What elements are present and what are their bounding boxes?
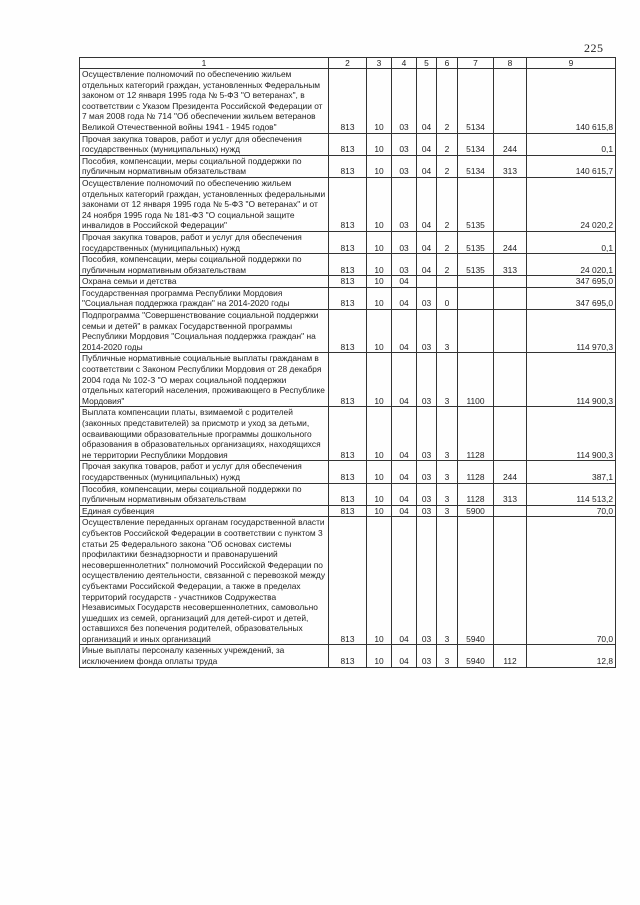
amount-cell: 114 970,3	[527, 310, 616, 353]
column-2-cell: 813	[329, 287, 367, 309]
column-4-cell: 04	[392, 310, 417, 353]
column-3-cell: 10	[367, 517, 392, 645]
table-row	[80, 69, 616, 134]
column-3-cell: 10	[367, 69, 392, 134]
column-8-cell	[494, 69, 527, 134]
column-5-cell: 04	[417, 69, 437, 134]
column-5-cell: 03	[417, 483, 437, 505]
column-2-cell: 813	[329, 645, 367, 667]
column-5-cell: 03	[417, 505, 437, 517]
column-8-cell	[494, 177, 527, 231]
amount-cell: 70,0	[527, 505, 616, 517]
row-description: Иные выплаты персоналу казенных учреждений, за исключением фонда оплаты труда	[80, 645, 329, 667]
column-5-cell	[417, 276, 437, 288]
column-2-cell: 813	[329, 133, 367, 155]
column-8-cell: 313	[494, 254, 527, 276]
column-5-cell: 03	[417, 287, 437, 309]
column-header: 9	[527, 58, 616, 69]
column-4-cell: 04	[392, 287, 417, 309]
table-row	[80, 254, 616, 276]
column-4-cell: 03	[392, 69, 417, 134]
column-6-cell: 3	[437, 461, 458, 483]
column-2-cell: 813	[329, 276, 367, 288]
column-4-cell: 03	[392, 231, 417, 253]
column-6-cell: 3	[437, 483, 458, 505]
column-header: 8	[494, 58, 527, 69]
column-6-cell: 2	[437, 69, 458, 134]
table-row	[80, 310, 616, 353]
column-2-cell: 813	[329, 231, 367, 253]
row-description: Охрана семьи и детства	[80, 276, 329, 288]
header-row	[80, 58, 616, 69]
column-3-cell: 10	[367, 505, 392, 517]
column-8-cell	[494, 310, 527, 353]
amount-cell: 387,1	[527, 461, 616, 483]
column-5-cell: 04	[417, 133, 437, 155]
column-6-cell: 2	[437, 231, 458, 253]
column-2-cell: 813	[329, 177, 367, 231]
column-3-cell: 10	[367, 287, 392, 309]
row-description: Осуществление полномочий по обеспечению жильем отдельных категорий граждан, установленных федеральными законами от 12 января 1995 года № 5-ФЗ "О ветеранах" и от 24 ноября 1995 года № 181-ФЗ "О социальной защите инвалидов в Российской Федерации"	[80, 177, 329, 231]
amount-cell: 347 695,0	[527, 287, 616, 309]
amount-cell: 114 900,3	[527, 407, 616, 461]
column-7-cell	[458, 276, 494, 288]
column-7-cell: 5135	[458, 231, 494, 253]
column-5-cell: 03	[417, 461, 437, 483]
column-5-cell: 04	[417, 155, 437, 177]
amount-cell: 12,8	[527, 645, 616, 667]
column-2-cell: 813	[329, 69, 367, 134]
column-3-cell: 10	[367, 177, 392, 231]
column-2-cell: 813	[329, 461, 367, 483]
column-4-cell: 04	[392, 517, 417, 645]
column-3-cell: 10	[367, 483, 392, 505]
column-4-cell: 03	[392, 133, 417, 155]
column-3-cell: 10	[367, 276, 392, 288]
table-row	[80, 645, 616, 667]
amount-cell: 114 900,3	[527, 353, 616, 407]
amount-cell: 24 020,2	[527, 177, 616, 231]
row-description: Государственная программа Республики Мордовия "Социальная поддержка граждан" на 2014-2020 годы	[80, 287, 329, 309]
column-8-cell: 313	[494, 155, 527, 177]
table-row	[80, 461, 616, 483]
column-3-cell: 10	[367, 310, 392, 353]
column-2-cell: 813	[329, 155, 367, 177]
column-7-cell	[458, 287, 494, 309]
column-7-cell: 1128	[458, 407, 494, 461]
column-4-cell: 04	[392, 645, 417, 667]
column-8-cell: 112	[494, 645, 527, 667]
column-3-cell: 10	[367, 461, 392, 483]
column-8-cell: 244	[494, 133, 527, 155]
column-4-cell: 03	[392, 177, 417, 231]
column-7-cell: 5134	[458, 69, 494, 134]
column-7-cell: 5135	[458, 254, 494, 276]
column-7-cell	[458, 310, 494, 353]
column-8-cell	[494, 517, 527, 645]
column-3-cell: 10	[367, 407, 392, 461]
column-6-cell: 3	[437, 517, 458, 645]
column-5-cell: 03	[417, 645, 437, 667]
column-6-cell: 3	[437, 407, 458, 461]
table-row	[80, 155, 616, 177]
column-5-cell: 03	[417, 407, 437, 461]
row-description: Прочая закупка товаров, работ и услуг для обеспечения государственных (муниципальных) нужд	[80, 133, 329, 155]
table-row	[80, 505, 616, 517]
column-6-cell: 2	[437, 133, 458, 155]
column-4-cell: 04	[392, 483, 417, 505]
table-row	[80, 287, 616, 309]
column-7-cell: 5900	[458, 505, 494, 517]
table-row	[80, 353, 616, 407]
row-description: Осуществление переданных органам государственной власти субъектов Российской Федерации в соответствии с пунктом 3 статьи 25 Федерального закона "Об основах системы профилактики безнадзорности и правонарушений несовершеннолетних" полномочий Российской Федерации по осуществлению деятельности, связанной с перевозкой между субъектами Российской Федерации, а также в пределах территорий государств - участников Содружества Независимых Государств несовершеннолетних, самовольно ушедших из семей, организаций для детей-сирот и детей, оставшихся без попечения родителей, образовательных организаций и иных организаций	[80, 517, 329, 645]
column-2-cell: 813	[329, 353, 367, 407]
column-4-cell: 04	[392, 505, 417, 517]
column-header: 5	[417, 58, 437, 69]
column-4-cell: 04	[392, 353, 417, 407]
column-header: 1	[80, 58, 329, 69]
row-description: Пособия, компенсации, меры социальной поддержки по публичным нормативным обязательствам	[80, 254, 329, 276]
column-8-cell: 313	[494, 483, 527, 505]
column-2-cell: 813	[329, 407, 367, 461]
amount-cell: 140 615,8	[527, 69, 616, 134]
column-5-cell: 04	[417, 254, 437, 276]
page-number: 225	[584, 41, 604, 55]
table-row	[80, 483, 616, 505]
row-description: Подпрограмма "Совершенствование социальной поддержки семьи и детей" в рамках Государственной программы Республики Мордовия "Социальная поддержка граждан" на 2014-2020 годы	[80, 310, 329, 353]
column-2-cell: 813	[329, 483, 367, 505]
table-row	[80, 133, 616, 155]
column-6-cell: 3	[437, 645, 458, 667]
column-3-cell: 10	[367, 353, 392, 407]
amount-cell: 0,1	[527, 133, 616, 155]
row-description: Осуществление полномочий по обеспечению жильем отдельных категорий граждан, установленных Федеральным законом от 12 января 1995 года № 5-ФЗ "О ветеранах", в соответствии с Указом Президента Российской Федерации от 7 мая 2008 года № 714 "Об обеспечении жильем ветеранов Великой Отечественной войны 1941 - 1945 годов"	[80, 69, 329, 134]
column-8-cell	[494, 505, 527, 517]
column-7-cell: 1100	[458, 353, 494, 407]
column-header: 4	[392, 58, 417, 69]
column-7-cell: 5135	[458, 177, 494, 231]
row-description: Прочая закупка товаров, работ и услуг для обеспечения государственных (муниципальных) нужд	[80, 461, 329, 483]
column-4-cell: 03	[392, 254, 417, 276]
column-7-cell: 5134	[458, 155, 494, 177]
column-6-cell: 2	[437, 155, 458, 177]
row-description: Выплата компенсации платы, взимаемой с родителей (законных представителей) за присмотр и уход за детьми, осваивающими образовательные программы дошкольного образования в образовательных организациях, находящихся не территории Республики Мордовия	[80, 407, 329, 461]
column-header: 3	[367, 58, 392, 69]
column-7-cell: 5940	[458, 517, 494, 645]
column-8-cell	[494, 287, 527, 309]
column-7-cell: 1128	[458, 461, 494, 483]
column-6-cell: 0	[437, 287, 458, 309]
row-description: Пособия, компенсации, меры социальной поддержки по публичным нормативным обязательствам	[80, 483, 329, 505]
table-row	[80, 517, 616, 645]
column-2-cell: 813	[329, 517, 367, 645]
table-row	[80, 407, 616, 461]
column-4-cell: 04	[392, 407, 417, 461]
column-5-cell: 03	[417, 517, 437, 645]
amount-cell: 114 513,2	[527, 483, 616, 505]
column-8-cell: 244	[494, 461, 527, 483]
row-description: Единая субвенция	[80, 505, 329, 517]
column-4-cell: 03	[392, 155, 417, 177]
column-header: 2	[329, 58, 367, 69]
budget-table	[79, 57, 616, 668]
table-row	[80, 276, 616, 288]
column-3-cell: 10	[367, 155, 392, 177]
table-row	[80, 177, 616, 231]
column-5-cell: 03	[417, 353, 437, 407]
amount-cell: 24 020,1	[527, 254, 616, 276]
column-8-cell	[494, 407, 527, 461]
amount-cell: 347 695,0	[527, 276, 616, 288]
column-3-cell: 10	[367, 133, 392, 155]
row-description: Публичные нормативные социальные выплаты гражданам в соответствии с Законом Республики Мордовия от 28 декабря 2004 года № 102-З "О мерах социальной поддержки отдельных категорий населения, проживающего в Республике Мордовия"	[80, 353, 329, 407]
column-7-cell: 1128	[458, 483, 494, 505]
column-8-cell	[494, 353, 527, 407]
column-6-cell: 2	[437, 254, 458, 276]
amount-cell: 70,0	[527, 517, 616, 645]
column-3-cell: 10	[367, 231, 392, 253]
table-row	[80, 231, 616, 253]
column-2-cell: 813	[329, 310, 367, 353]
column-7-cell: 5134	[458, 133, 494, 155]
column-8-cell: 244	[494, 231, 527, 253]
column-4-cell: 04	[392, 461, 417, 483]
column-2-cell: 813	[329, 505, 367, 517]
column-3-cell: 10	[367, 645, 392, 667]
column-3-cell: 10	[367, 254, 392, 276]
row-description: Пособия, компенсации, меры социальной поддержки по публичным нормативным обязательствам	[80, 155, 329, 177]
column-5-cell: 04	[417, 231, 437, 253]
column-6-cell	[437, 276, 458, 288]
amount-cell: 140 615,7	[527, 155, 616, 177]
column-6-cell: 3	[437, 505, 458, 517]
column-2-cell: 813	[329, 254, 367, 276]
column-6-cell: 2	[437, 177, 458, 231]
amount-cell: 0,1	[527, 231, 616, 253]
column-7-cell: 5940	[458, 645, 494, 667]
column-6-cell: 3	[437, 310, 458, 353]
column-8-cell	[494, 276, 527, 288]
column-5-cell: 04	[417, 177, 437, 231]
column-header: 6	[437, 58, 458, 69]
column-4-cell: 04	[392, 276, 417, 288]
column-6-cell: 3	[437, 353, 458, 407]
column-header: 7	[458, 58, 494, 69]
row-description: Прочая закупка товаров, работ и услуг для обеспечения государственных (муниципальных) нужд	[80, 231, 329, 253]
column-5-cell: 03	[417, 310, 437, 353]
